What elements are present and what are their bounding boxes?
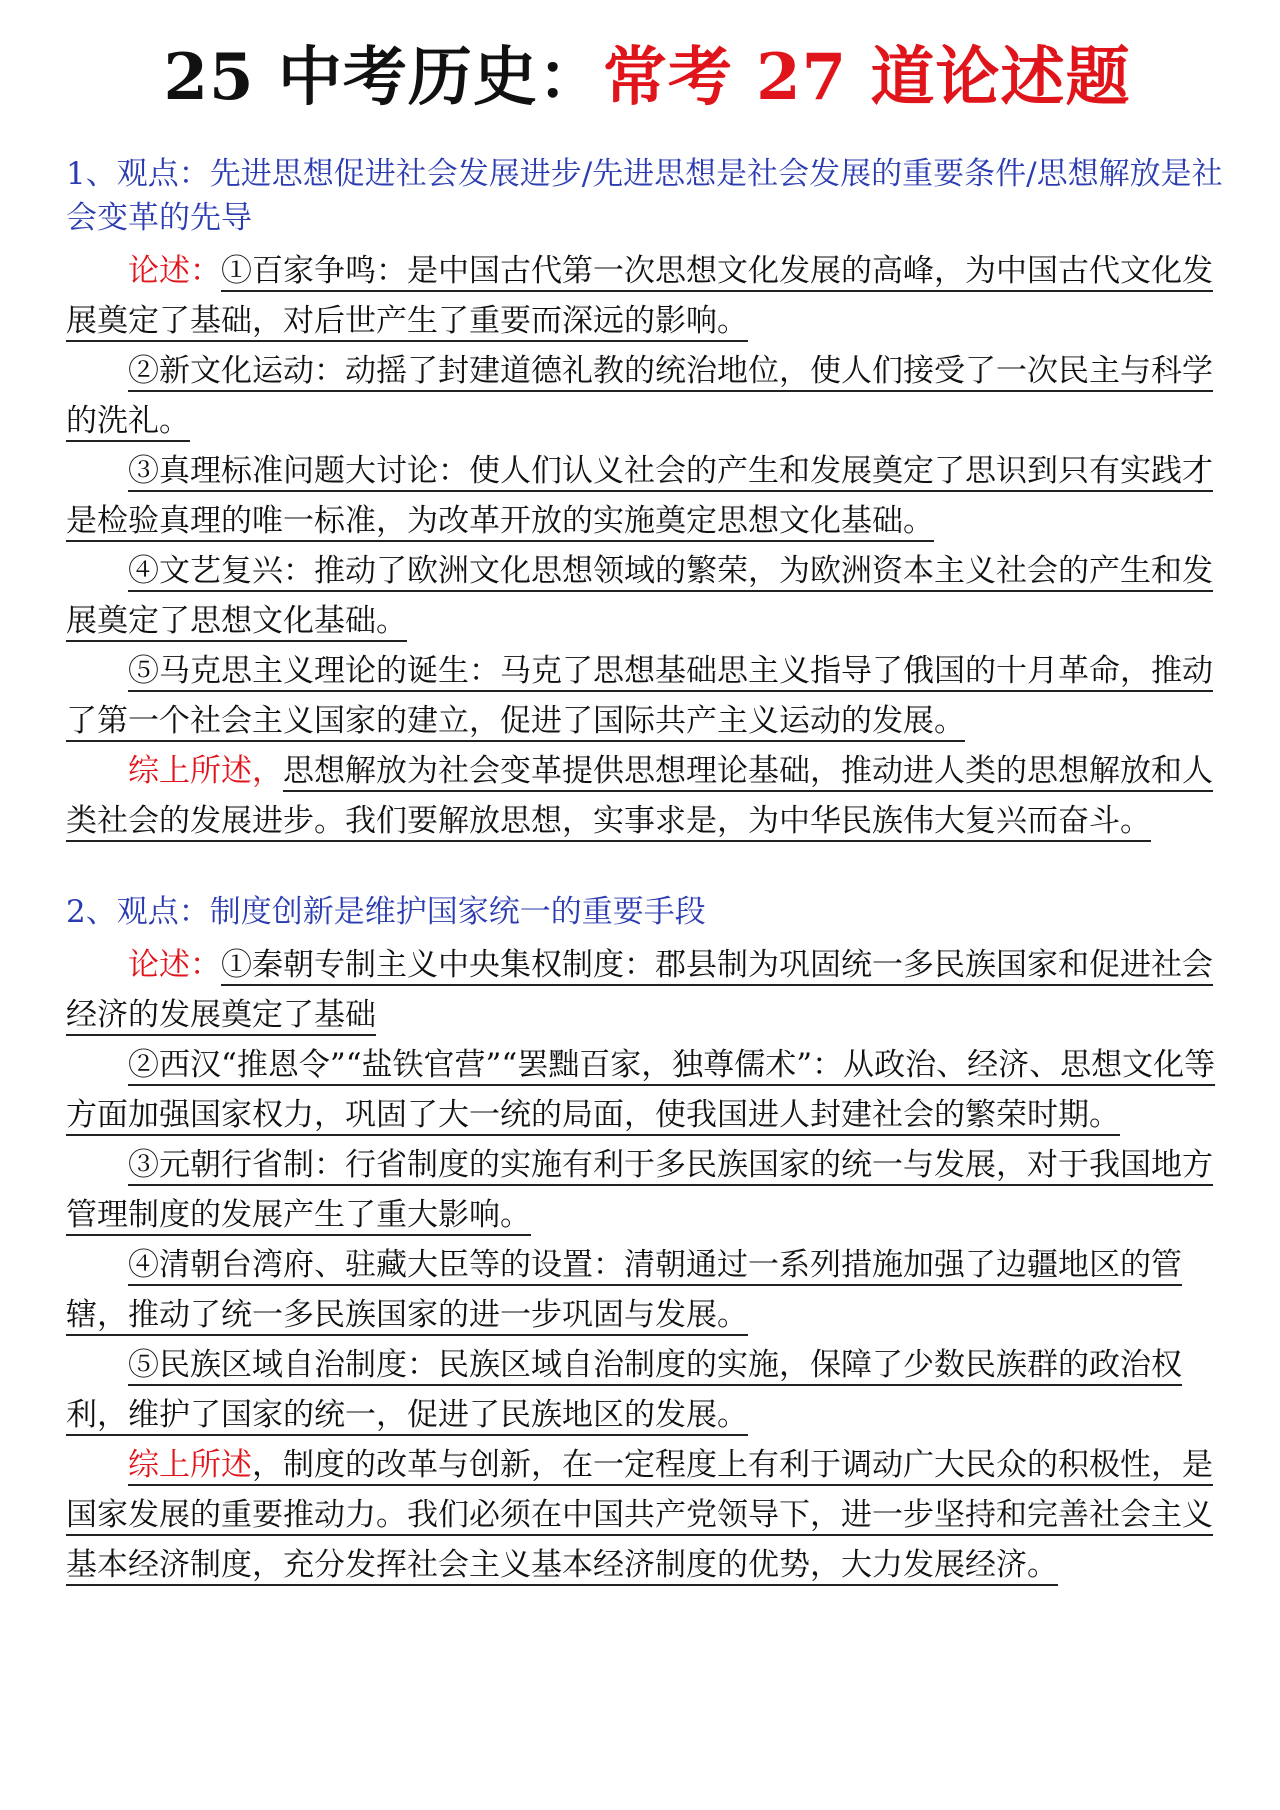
section-2-point-5 xyxy=(66,1340,1228,1440)
section-2-point-2-text: ②西汉“推恩令”“盐铁官营”“罢黜百家，独尊儒术”：从政治、经济、思想文化等方面加强国家权力，巩固了大一统的局面，使我国进人封建社会的繁荣时期。 xyxy=(66,1047,1216,1133)
section-1-point-1 xyxy=(66,246,1228,346)
title-part-1: 25 中考历史： xyxy=(163,40,603,115)
section-2-point-4 xyxy=(66,1240,1228,1340)
section-2-point-4-text: ④清朝台湾府、驻藏大臣等的设置：清朝通过一系列措施加强了边疆地区的管辖，推动了统一多民族国家的进一步巩固与发展。 xyxy=(66,1247,1182,1333)
section-2-argument-label: 论述： xyxy=(128,947,221,983)
section-1-point-3-text: ③真理标准问题大讨论：使人们认义社会的产生和发展奠定了思识到只有实践才是检验真理的唯一标准，为改革开放的实施奠定思想文化基础。 xyxy=(66,453,1213,539)
section-2-point-3-text: ③元朝行省制：行省制度的实施有利于多民族国家的统一与发展，对于我国地方管理制度的发展产生了重大影响。 xyxy=(66,1147,1213,1233)
section-1-summary-label: 综上所述， xyxy=(128,753,283,789)
section-2-summary xyxy=(66,1440,1228,1590)
section-1-point-3 xyxy=(66,446,1228,546)
section-2-point-3 xyxy=(66,1140,1228,1240)
section-1-point-4 xyxy=(66,546,1228,646)
section-divider xyxy=(66,846,1228,890)
title-part-2: 常考 27 道论述题 xyxy=(602,40,1131,115)
section-1-viewpoint: 1、观点：先进思想促进社会发展进步/先进思想是社会发展的重要条件/思想解放是社会变革的先导 xyxy=(66,156,1223,236)
section-1-summary xyxy=(66,746,1228,846)
section-2-point-1-text: ①秦朝专制主义中央集权制度：郡县制为巩固统一多民族国家和促进社会经济的发展奠定了基础 xyxy=(66,947,1213,1033)
section-2-viewpoint: 2、观点：制度创新是维护国家统一的重要手段 xyxy=(66,894,706,930)
section-2-summary-text: ，制度的改革与创新，在一定程度上有利于调动广大民众的积极性，是国家发展的重要推动力。我们必须在中国共产党领导下，进一步坚持和完善社会主义基本经济制度，充分发挥社会主义基本经济制度的优势，大力发展经济。 xyxy=(66,1447,1213,1583)
section-2-point-1 xyxy=(66,940,1228,1040)
section-1 xyxy=(66,152,1228,846)
page-title xyxy=(66,36,1228,120)
section-1-point-5-text: ⑤马克思主义理论的诞生：马克了思想基础思主义指导了俄国的十月革命，推动了第一个社会主义国家的建立，促进了国际共产主义运动的发展。 xyxy=(66,653,1213,739)
section-2 xyxy=(66,890,1228,1590)
section-2-summary-label: 综上所述 xyxy=(128,1447,252,1483)
section-1-point-1-text: ①百家争鸣：是中国古代第一次思想文化发展的高峰，为中国古代文化发展奠定了基础，对后世产生了重要而深远的影响。 xyxy=(66,253,1213,339)
section-2-point-2 xyxy=(66,1040,1228,1140)
section-1-point-4-text: ④文艺复兴：推动了欧洲文化思想领域的繁荣，为欧洲资本主义社会的产生和发展奠定了思想文化基础。 xyxy=(66,553,1213,639)
section-2-point-5-text: ⑤民族区域自治制度：民族区域自治制度的实施，保障了少数民族群的政治权利，维护了国家的统一，促进了民族地区的发展。 xyxy=(66,1347,1182,1433)
section-1-summary-text: 思想解放为社会变革提供思想理论基础，推动进人类的思想解放和人类社会的发展进步。我们要解放思想，实事求是，为中华民族伟大复兴而奋斗。 xyxy=(66,753,1213,839)
section-1-point-2-text: ②新文化运动：动摇了封建道德礼教的统治地位，使人们接受了一次民主与科学的洗礼。 xyxy=(66,353,1213,439)
section-1-point-5 xyxy=(66,646,1228,746)
section-1-point-2 xyxy=(66,346,1228,446)
section-1-argument-label: 论述： xyxy=(128,253,221,289)
